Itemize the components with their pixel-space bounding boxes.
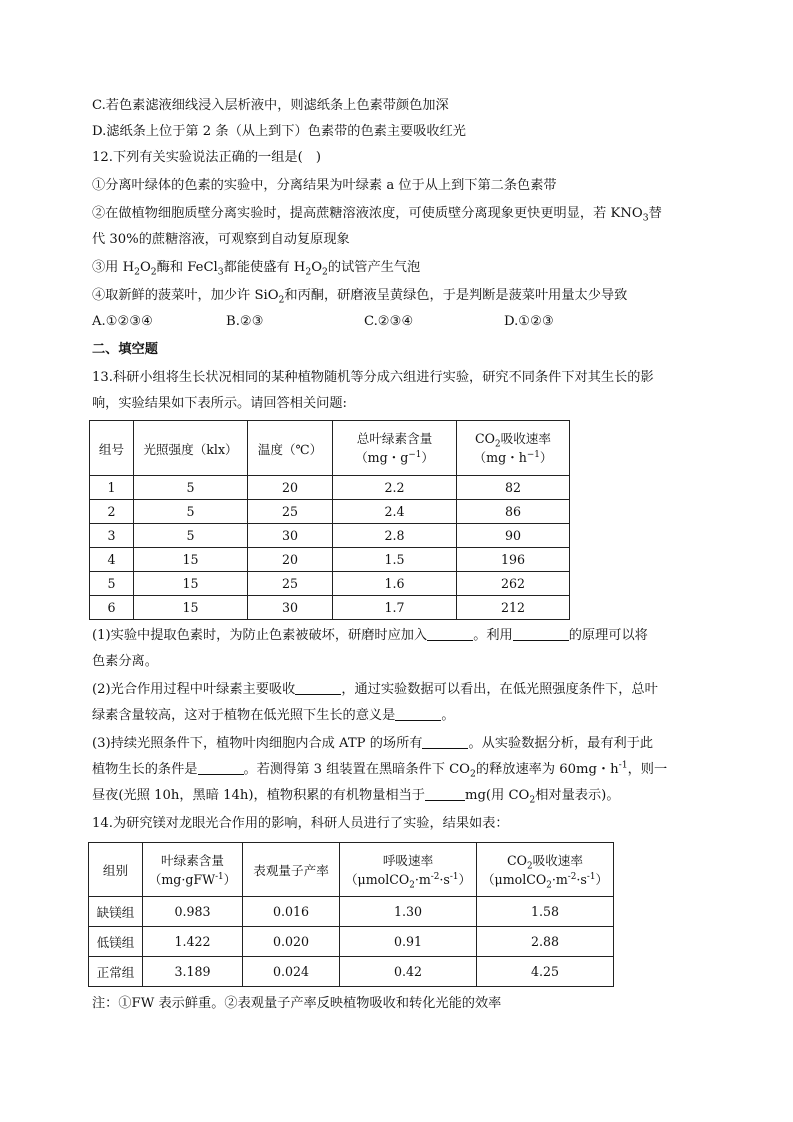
- header-group: 组别: [89, 843, 143, 897]
- cell: 82: [457, 476, 570, 500]
- header-chlorophyll: 叶绿素含量 （mg·gFW$^{-1}$）: [143, 843, 243, 897]
- option-b: B.②③: [226, 314, 264, 329]
- table-header-row: [89, 843, 614, 897]
- cell: 0.024: [243, 957, 340, 987]
- q12-statement-3: ③用 $H_2O_2$酶和 FeCl$_3$都能使盛有 $H_2O_2$的试管产生气泡: [92, 260, 421, 278]
- q13-part3-cont: 植物生长的条件是 。若测得第 3 组装置在黑暗条件下 $CO_2$的释放速率为 60mg・$h^{-1}$，则一: [92, 759, 668, 780]
- table-row: [90, 572, 570, 596]
- cell: 正常组: [89, 957, 143, 987]
- cell: 25: [248, 572, 333, 596]
- option-a: A.①②③④: [92, 314, 154, 329]
- cell: 15: [134, 572, 248, 596]
- cell: 0.016: [243, 897, 340, 927]
- q12-statement-2: ②在做植物细胞质壁分离实验时，提高蔗糖溶液浓度，可使质壁分离现象更快更明显，若 $KNO_3$替: [92, 206, 662, 224]
- q13-part3-cont2: 昼夜(光照 10h，黑暗 14h)，植物积累的有机物量相当于 mg(用 $CO_2$相对量表示)。: [92, 788, 620, 806]
- q13-part2-cont: 绿素含量较高，这对于植物在低光照下生长的意义是 。: [92, 708, 455, 723]
- cell: 1.6: [333, 572, 457, 596]
- table-row: [90, 596, 570, 620]
- q13-part2: (2)光合作用过程中叶绿素主要吸收 ，通过实验数据可以看出，在低光照强度条件下，总叶: [92, 682, 658, 697]
- cell: 1.422: [143, 927, 243, 957]
- cell: 0.020: [243, 927, 340, 957]
- q13-table: [89, 420, 570, 620]
- cell: 0.42: [340, 957, 477, 987]
- header-quantum-yield: 表观量子产率: [243, 843, 340, 897]
- header-light: 光照强度（klx）: [134, 421, 248, 476]
- section-title-fill-in: 二、填空题: [92, 342, 158, 357]
- cell: 1: [90, 476, 134, 500]
- cell: 1.7: [333, 596, 457, 620]
- cell: 212: [457, 596, 570, 620]
- header-co2: $CO_2$吸收速率 $(\mu molCO_2\cdot m^{-2}\cdot s^{-1})$: [477, 843, 614, 897]
- cell: 262: [457, 572, 570, 596]
- q12-options: [92, 312, 554, 332]
- q12-statement-1: ①分离叶绿体的色素的实验中，分离结果为叶绿素 a 位于从上到下第二条色素带: [92, 178, 557, 193]
- cell: 1.58: [477, 897, 614, 927]
- table-row: [90, 524, 570, 548]
- option-d: D.①②③: [504, 314, 554, 329]
- option-c: C.②③④: [364, 314, 414, 329]
- q12-statement-4: ④取新鲜的菠菜叶，加少许 SiO$_2$和丙酮，研磨液呈黄绿色，于是判断是菠菜叶用量太少导致: [92, 288, 628, 306]
- q12-statement-2-cont: 代 30%的蔗糖溶液，可观察到自动复原现象: [92, 232, 350, 247]
- cell: 5: [134, 524, 248, 548]
- cell: 25: [248, 500, 333, 524]
- table-row: [90, 548, 570, 572]
- table-row: [90, 476, 570, 500]
- cell: 3.189: [143, 957, 243, 987]
- header-temp: 温度（℃）: [248, 421, 333, 476]
- q14-table: [88, 842, 614, 987]
- cell: 0.983: [143, 897, 243, 927]
- q11-option-c: C.若色素滤液细线浸入层析液中，则滤纸条上色素带颜色加深: [92, 98, 449, 113]
- header-co2: $CO_2$吸收速率 （mg・$h^{-1}$）: [457, 421, 570, 476]
- header-respiration: 呼吸速率 $(\mu molCO_2\cdot m^{-2}\cdot s^{-1})$: [340, 843, 477, 897]
- cell: 低镁组: [89, 927, 143, 957]
- table-row: [89, 957, 614, 987]
- cell: 5: [134, 500, 248, 524]
- cell: 1.30: [340, 897, 477, 927]
- cell: 0.91: [340, 927, 477, 957]
- cell: 2.4: [333, 500, 457, 524]
- cell: 缺镁组: [89, 897, 143, 927]
- q12-stem: 12.下列有关实验说法正确的一组是( ): [92, 150, 322, 165]
- cell: 15: [134, 548, 248, 572]
- cell: 5: [134, 476, 248, 500]
- q13-intro-line2: 响，实验结果如下表所示。请回答相关问题:: [92, 396, 348, 411]
- cell: 30: [248, 524, 333, 548]
- q14-intro: 14.为研究镁对龙眼光合作用的影响，科研人员进行了实验，结果如表：: [92, 816, 509, 831]
- table-row: [89, 927, 614, 957]
- q13-part1: (1)实验中提取色素时，为防止色素被破坏，研磨时应加入 。利用 的原理可以将: [92, 628, 648, 643]
- q14-note: 注：①FW 表示鲜重。②表观量子产率反映植物吸收和转化光能的效率: [92, 996, 502, 1011]
- cell: 2.2: [333, 476, 457, 500]
- q13-part1-cont: 色素分离。: [92, 654, 158, 669]
- cell: 2.8: [333, 524, 457, 548]
- cell: 4: [90, 548, 134, 572]
- header-chlorophyll: 总叶绿素含量 （mg・$g^{-1}$）: [333, 421, 457, 476]
- cell: 1.5: [333, 548, 457, 572]
- cell: 3: [90, 524, 134, 548]
- cell: 2: [90, 500, 134, 524]
- table-row: [89, 897, 614, 927]
- cell: 196: [457, 548, 570, 572]
- table-header-row: [90, 421, 570, 476]
- header-group: 组号: [90, 421, 134, 476]
- cell: 5: [90, 572, 134, 596]
- cell: 6: [90, 596, 134, 620]
- table-row: [90, 500, 570, 524]
- cell: 15: [134, 596, 248, 620]
- cell: 2.88: [477, 927, 614, 957]
- cell: 20: [248, 548, 333, 572]
- q13-intro-line1: 13.科研小组将生长状况相同的某种植物随机等分成六组进行实验，研究不同条件下对其生长的影: [92, 370, 654, 385]
- q11-option-d: D.滤纸条上位于第 2 条（从上到下）色素带的色素主要吸收红光: [92, 124, 466, 139]
- cell: 4.25: [477, 957, 614, 987]
- cell: 90: [457, 524, 570, 548]
- cell: 30: [248, 596, 333, 620]
- cell: 20: [248, 476, 333, 500]
- cell: 86: [457, 500, 570, 524]
- q13-part3: (3)持续光照条件下，植物叶肉细胞内合成 ATP 的场所有 。从实验数据分析，最有利于此: [92, 736, 654, 751]
